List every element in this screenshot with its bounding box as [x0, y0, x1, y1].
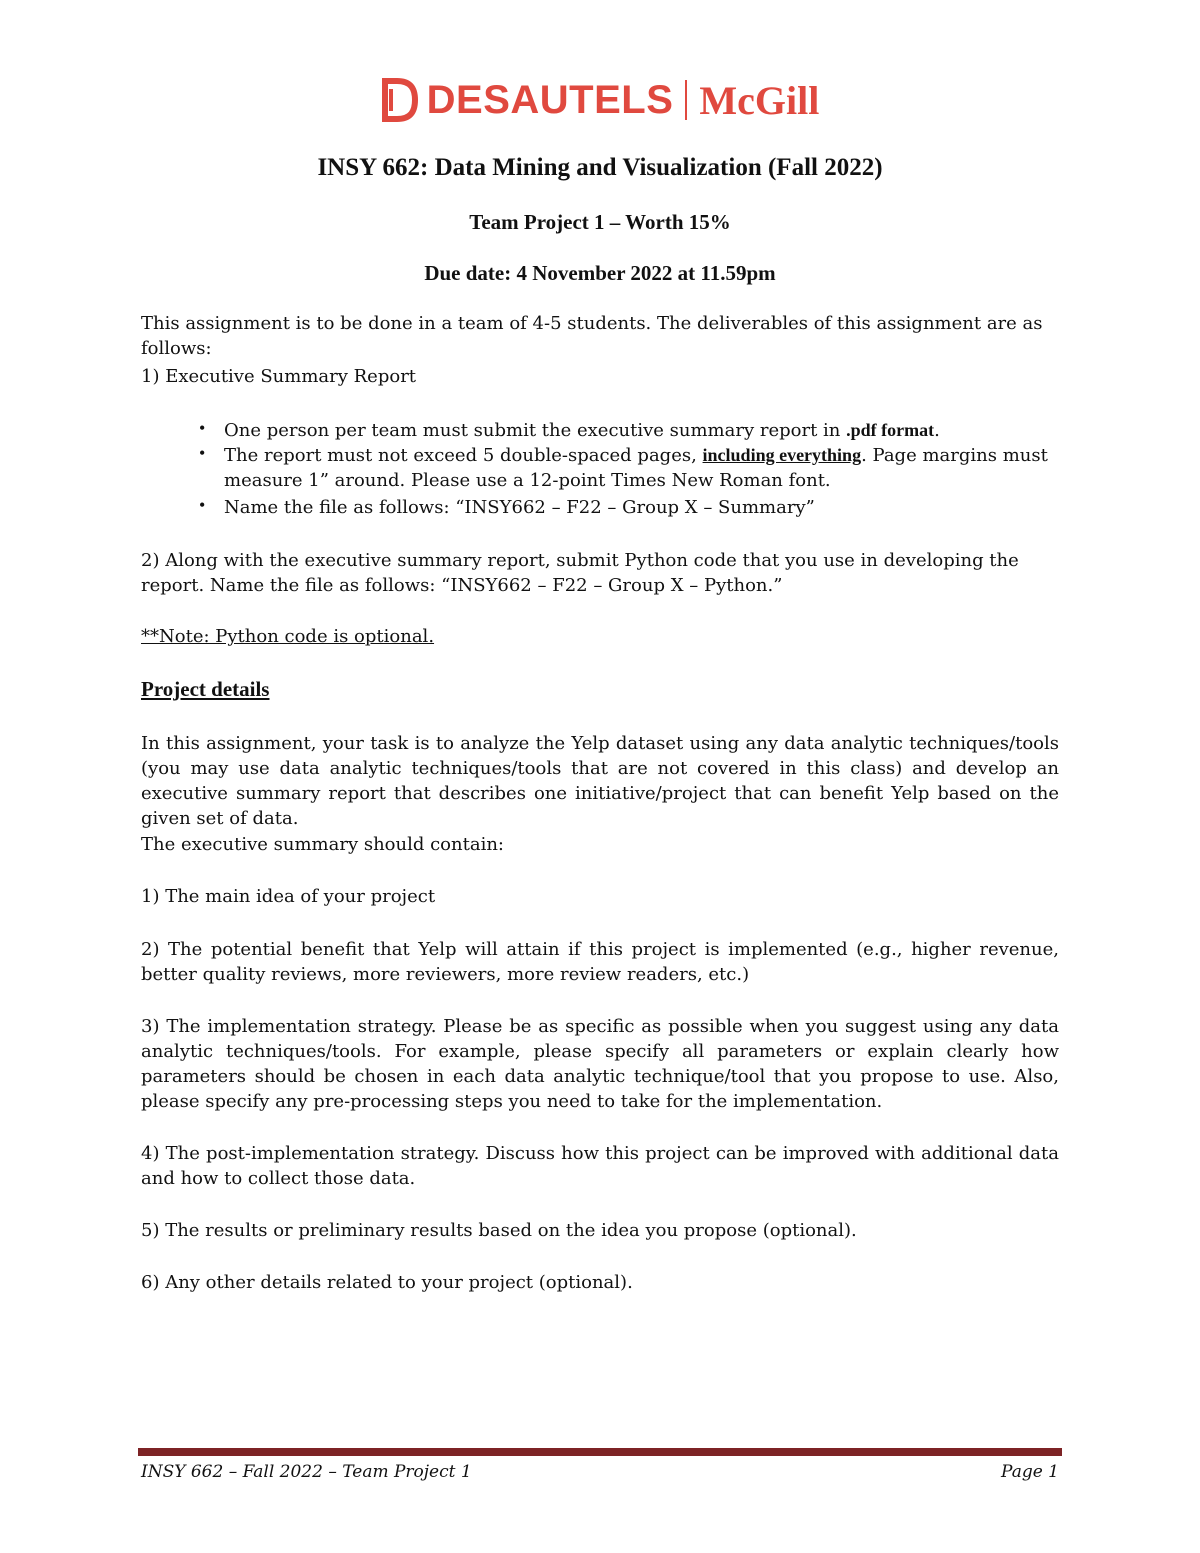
intro-paragraph: This assignment is to be done in a team of 4-5 students. The deliverables of this assignment are as follows: — [141, 313, 1043, 359]
footer-left: INSY 662 – Fall 2022 – Team Project 1 — [141, 1462, 472, 1482]
list-item: 2) The potential benefit that Yelp will attain if this project is implemented (e.g., higher revenue, better quality reviews, more reviewers, more review readers, etc.) — [141, 939, 1059, 985]
list-item: 1) The main idea of your project — [141, 886, 436, 907]
desautels-logo-mark-icon — [381, 75, 419, 125]
bullet-item-1: One person per team must submit the executive summary report in .pdf format. — [224, 420, 940, 441]
document-subtitle: Team Project 1 – Worth 15% — [469, 210, 731, 234]
page-number: Page 1 — [1001, 1462, 1059, 1482]
bullet-item-3: Name the file as follows: “INSY662 – F22 – Group X – Summary” — [224, 497, 815, 518]
document-title: INSY 662: Data Mining and Visualization (Fall 2022) — [317, 154, 883, 181]
list-item: 3) The implementation strategy. Please be as specific as possible when you suggest using any data analytic techniques/tools. For example, please specify all parameters or explain clearly how parameters should be chosen in each data analytic technique/tool that you propose to use. Also, please specify any pre-processing steps you need to take for the implementation. — [141, 1016, 1059, 1112]
bullet-icon: • — [199, 443, 206, 463]
deliverable-2: 2) Along with the executive summary report, submit Python code that you use in developing the report. Name the file as follows: “INSY662 – F22 – Group X – Python.” — [141, 550, 1019, 596]
logo-desautels: DESAUTELS — [426, 77, 674, 122]
bullet-icon: • — [199, 418, 206, 438]
python-note: **Note: Python code is optional. — [141, 626, 435, 647]
details-paragraph: In this assignment, your task is to analyze the Yelp dataset using any data analytic techniques/tools (you may use data analytic techniques/tools that are not covered in this class) and develop an executive summary report that describes one initiative/project that can benefit Yelp based on the given set of data. — [141, 733, 1059, 829]
bullet-icon: • — [199, 495, 206, 515]
logo-divider — [685, 80, 687, 120]
desautels-mcgill-logo — [0, 70, 1200, 130]
bullet-item-2: The report must not exceed 5 double-spaced pages, including everything. Page margins must measure 1” around. Please use a 12-point Times New Roman font. — [224, 445, 1048, 491]
due-date: Due date: 4 November 2022 at 11.59pm — [424, 261, 776, 285]
section-heading: Project details — [141, 677, 270, 701]
footer-divider — [138, 1448, 1062, 1456]
list-item: 6) Any other details related to your project (optional). — [141, 1272, 633, 1293]
list-item: 4) The post-implementation strategy. Discuss how this project can be improved with additional data and how to collect those data. — [141, 1143, 1059, 1189]
contain-line: The executive summary should contain: — [141, 834, 504, 855]
list-item: 5) The results or preliminary results based on the idea you propose (optional). — [141, 1220, 857, 1241]
deliverable-1: 1) Executive Summary Report — [141, 366, 417, 387]
logo-mcgill: McGill — [699, 77, 820, 123]
